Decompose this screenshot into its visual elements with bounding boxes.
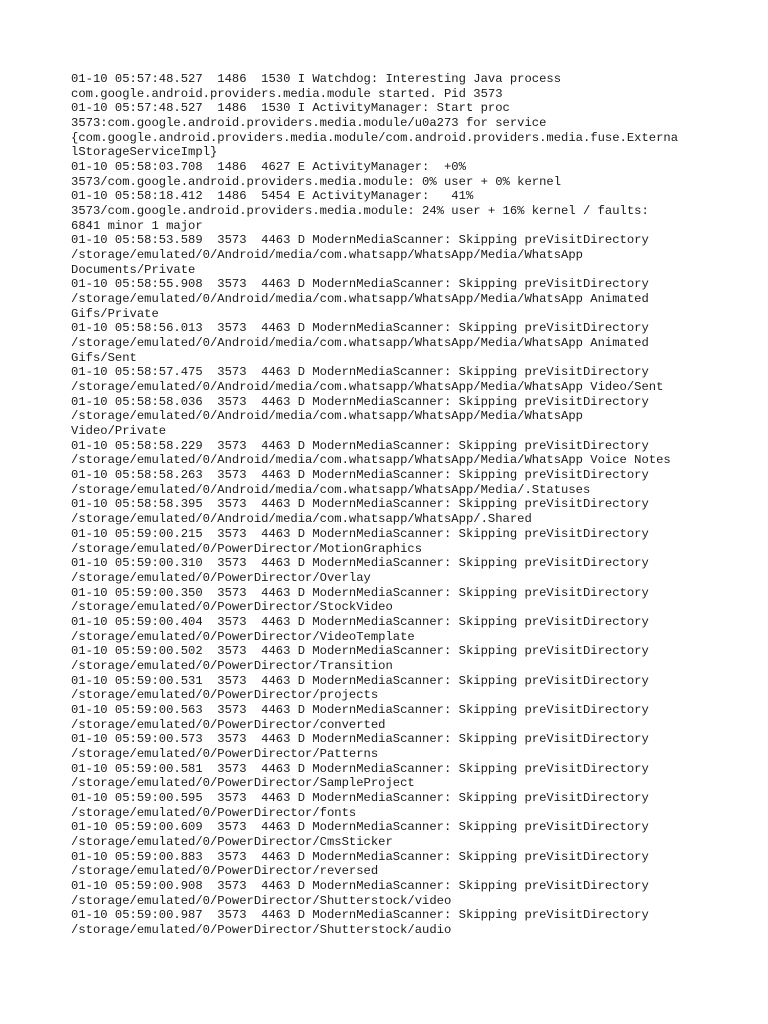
- log-line: /storage/emulated/0/Android/media/com.whatsapp/WhatsApp/Media/WhatsApp Animated: [71, 336, 649, 351]
- log-line: /storage/emulated/0/PowerDirector/projects: [71, 688, 379, 703]
- log-line: /storage/emulated/0/Android/media/com.whatsapp/WhatsApp/Media/.Statuses: [71, 482, 591, 497]
- log-line: /storage/emulated/0/Android/media/com.whatsapp/WhatsApp/Media/WhatsApp Video/Sent: [71, 380, 664, 395]
- log-line: 01-10 05:59:00.310 3573 4463 D ModernMediaScanner: Skipping preVisitDirectory: [71, 556, 649, 571]
- log-text-block: [71, 72, 711, 938]
- log-line: 01-10 05:59:00.502 3573 4463 D ModernMediaScanner: Skipping preVisitDirectory: [71, 644, 649, 659]
- log-line: /storage/emulated/0/PowerDirector/Patterns: [71, 746, 379, 761]
- log-line: 01-10 05:58:58.036 3573 4463 D ModernMediaScanner: Skipping preVisitDirectory: [71, 394, 649, 409]
- log-line: 01-10 05:59:00.595 3573 4463 D ModernMediaScanner: Skipping preVisitDirectory: [71, 790, 649, 805]
- log-line: Gifs/Sent: [71, 350, 137, 365]
- log-line: /storage/emulated/0/PowerDirector/Shutterstock/video: [71, 893, 452, 908]
- log-line: /storage/emulated/0/Android/media/com.whatsapp/WhatsApp/Media/WhatsApp Voice Notes: [71, 453, 671, 468]
- log-line: 01-10 05:58:58.229 3573 4463 D ModernMediaScanner: Skipping preVisitDirectory: [71, 438, 649, 453]
- log-line: /storage/emulated/0/PowerDirector/MotionGraphics: [71, 541, 423, 556]
- log-line: /storage/emulated/0/Android/media/com.whatsapp/WhatsApp/Media/WhatsApp: [71, 409, 583, 424]
- log-line: 01-10 05:59:00.908 3573 4463 D ModernMediaScanner: Skipping preVisitDirectory: [71, 878, 649, 893]
- log-line: Video/Private: [71, 424, 167, 439]
- log-line: 01-10 05:59:00.404 3573 4463 D ModernMediaScanner: Skipping preVisitDirectory: [71, 614, 649, 629]
- log-line: 01-10 05:59:00.531 3573 4463 D ModernMediaScanner: Skipping preVisitDirectory: [71, 673, 649, 688]
- log-line: 01-10 05:58:53.589 3573 4463 D ModernMediaScanner: Skipping preVisitDirectory: [71, 233, 649, 248]
- log-line: com.google.android.providers.media.module started. Pid 3573: [71, 86, 503, 101]
- log-line: /storage/emulated/0/PowerDirector/VideoTemplate: [71, 629, 415, 644]
- log-line: /storage/emulated/0/PowerDirector/fonts: [71, 805, 357, 820]
- log-line: /storage/emulated/0/PowerDirector/Overlay: [71, 570, 371, 585]
- log-line: 01-10 05:59:00.350 3573 4463 D ModernMediaScanner: Skipping preVisitDirectory: [71, 585, 649, 600]
- log-line: 01-10 05:59:00.883 3573 4463 D ModernMediaScanner: Skipping preVisitDirectory: [71, 849, 649, 864]
- log-line: /storage/emulated/0/PowerDirector/StockVideo: [71, 600, 393, 615]
- log-line: 01-10 05:57:48.527 1486 1530 I Watchdog: Interesting Java process: [71, 72, 562, 86]
- log-line: 01-10 05:59:00.563 3573 4463 D ModernMediaScanner: Skipping preVisitDirectory: [71, 702, 649, 717]
- log-line: /storage/emulated/0/PowerDirector/Transition: [71, 658, 393, 673]
- log-line: /storage/emulated/0/Android/media/com.whatsapp/WhatsApp/.Shared: [71, 512, 532, 527]
- log-line: /storage/emulated/0/PowerDirector/Shutterstock/audio: [71, 922, 452, 937]
- log-line: 01-10 05:59:00.581 3573 4463 D ModernMediaScanner: Skipping preVisitDirectory: [71, 761, 649, 776]
- log-line: 01-10 05:58:18.412 1486 5454 E ActivityManager: 41%: [71, 189, 474, 204]
- log-line: Gifs/Private: [71, 306, 159, 321]
- log-line: 01-10 05:59:00.609 3573 4463 D ModernMediaScanner: Skipping preVisitDirectory: [71, 820, 649, 835]
- log-line: 01-10 05:58:55.908 3573 4463 D ModernMediaScanner: Skipping preVisitDirectory: [71, 277, 649, 292]
- log-line: 3573/com.google.android.providers.media.module: 0% user + 0% kernel: [71, 174, 562, 189]
- log-line: /storage/emulated/0/Android/media/com.whatsapp/WhatsApp/Media/WhatsApp: [71, 248, 583, 263]
- log-line: /storage/emulated/0/PowerDirector/SampleProject: [71, 776, 415, 791]
- log-line: 3573/com.google.android.providers.media.module: 24% user + 16% kernel / faults:: [71, 204, 649, 219]
- log-line: 01-10 05:58:58.263 3573 4463 D ModernMediaScanner: Skipping preVisitDirectory: [71, 468, 649, 483]
- log-line: lStorageServiceImpl}: [71, 145, 218, 160]
- log-line: /storage/emulated/0/PowerDirector/converted: [71, 717, 386, 732]
- log-line: /storage/emulated/0/Android/media/com.whatsapp/WhatsApp/Media/WhatsApp Animated: [71, 292, 649, 307]
- log-line: /storage/emulated/0/PowerDirector/CmsSticker: [71, 834, 393, 849]
- log-line: 01-10 05:59:00.215 3573 4463 D ModernMediaScanner: Skipping preVisitDirectory: [71, 526, 649, 541]
- log-line: Documents/Private: [71, 262, 196, 277]
- log-line: 01-10 05:58:56.013 3573 4463 D ModernMediaScanner: Skipping preVisitDirectory: [71, 321, 649, 336]
- log-line: 01-10 05:58:57.475 3573 4463 D ModernMediaScanner: Skipping preVisitDirectory: [71, 365, 649, 380]
- log-line: 01-10 05:59:00.987 3573 4463 D ModernMediaScanner: Skipping preVisitDirectory: [71, 908, 649, 923]
- log-line: 01-10 05:58:58.395 3573 4463 D ModernMediaScanner: Skipping preVisitDirectory: [71, 497, 649, 512]
- log-line: {com.google.android.providers.media.module/com.android.providers.media.fuse.Externa: [71, 130, 679, 145]
- log-line: 01-10 05:58:03.708 1486 4627 E ActivityManager: +0%: [71, 160, 466, 175]
- log-line: 3573:com.google.android.providers.media.module/u0a273 for service: [71, 116, 547, 131]
- log-line: /storage/emulated/0/PowerDirector/reversed: [71, 864, 379, 879]
- log-line: 01-10 05:59:00.573 3573 4463 D ModernMediaScanner: Skipping preVisitDirectory: [71, 732, 649, 747]
- log-line: 01-10 05:57:48.527 1486 1530 I ActivityManager: Start proc: [71, 101, 510, 116]
- log-line: 6841 minor 1 major: [71, 218, 203, 233]
